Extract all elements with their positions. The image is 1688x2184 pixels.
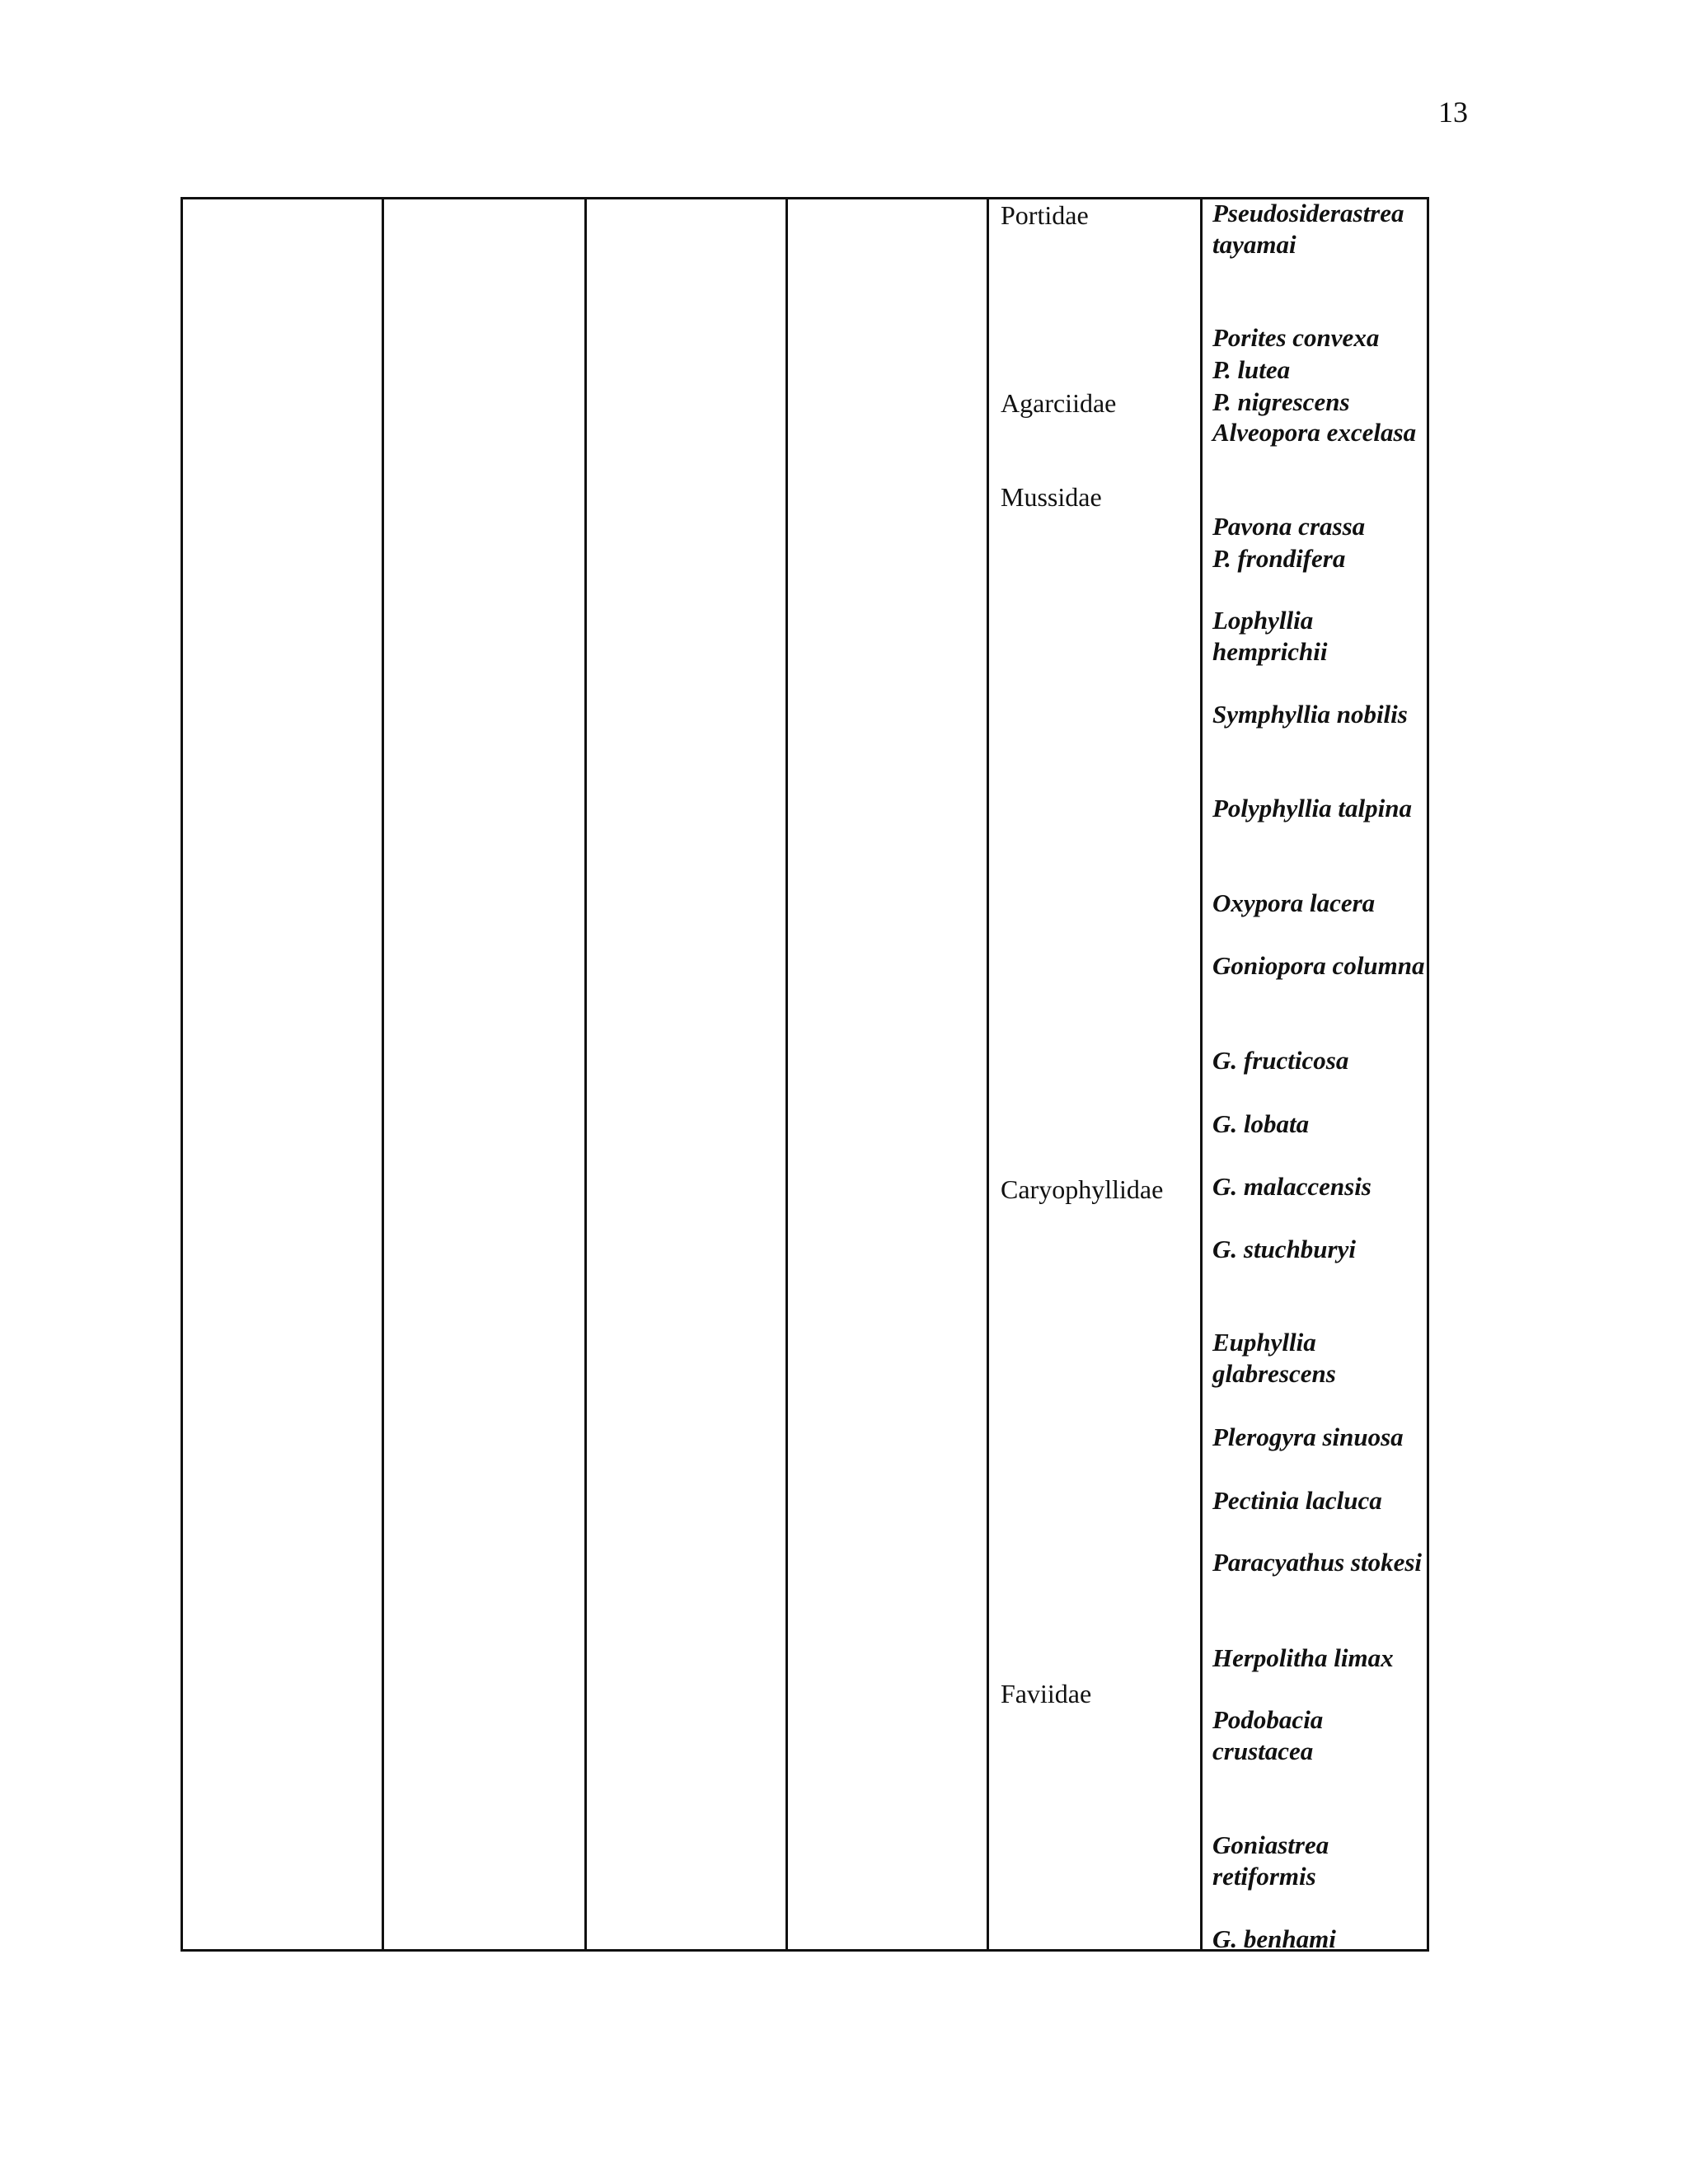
species-name: Podobacia crustacea: [1212, 1705, 1324, 1766]
species-name: G. malaccensis: [1212, 1172, 1372, 1201]
family-label: Caryophyllidae: [1001, 1174, 1164, 1204]
species-name: Goniastrea retiformis: [1212, 1830, 1329, 1891]
family-label: Agarciidae: [1001, 388, 1117, 418]
species-name: Herpolitha limax: [1212, 1643, 1394, 1672]
column-divider: [1200, 199, 1203, 1949]
species-name: Porites convexa: [1212, 323, 1380, 352]
family-label: Faviidae: [1001, 1679, 1092, 1708]
species-name: Alveopora excelasa: [1212, 418, 1417, 447]
family-label: Portidae: [1001, 200, 1089, 230]
species-name: Pseudosiderastrea tayamai: [1212, 199, 1404, 260]
species-name: Goniopora columna: [1212, 951, 1425, 980]
species-name: Symphyllia nobilis: [1212, 700, 1408, 729]
species-name: Pectinia lacluca: [1212, 1486, 1382, 1515]
species-name: Pavona crassa: [1212, 512, 1366, 541]
species-name: G. fructicosa: [1212, 1046, 1349, 1075]
species-name: Polyphyllia talpina: [1212, 794, 1412, 823]
species-name: Plerogyra sinuosa: [1212, 1422, 1404, 1451]
species-name: P. frondifera: [1212, 544, 1346, 573]
species-name: P. nigrescens: [1212, 387, 1350, 416]
family-label: Mussidae: [1001, 482, 1102, 512]
species-name: Paracyathus stokesi: [1212, 1548, 1423, 1577]
species-name: Oxypora lacera: [1212, 888, 1376, 917]
species-name: Lophyllia hemprichii: [1212, 606, 1328, 667]
page-number: 13: [1438, 96, 1468, 129]
species-name: P. lutea: [1212, 355, 1291, 384]
species-name: G. stuchburyi: [1212, 1235, 1356, 1263]
column-divider: [382, 199, 384, 1949]
species-name: Euphyllia glabrescens: [1212, 1328, 1336, 1389]
column-divider: [584, 199, 587, 1949]
species-name: G. benhami: [1212, 1924, 1336, 1953]
column-divider: [785, 199, 788, 1949]
column-divider: [987, 199, 989, 1949]
species-name: G. lobata: [1212, 1109, 1310, 1138]
